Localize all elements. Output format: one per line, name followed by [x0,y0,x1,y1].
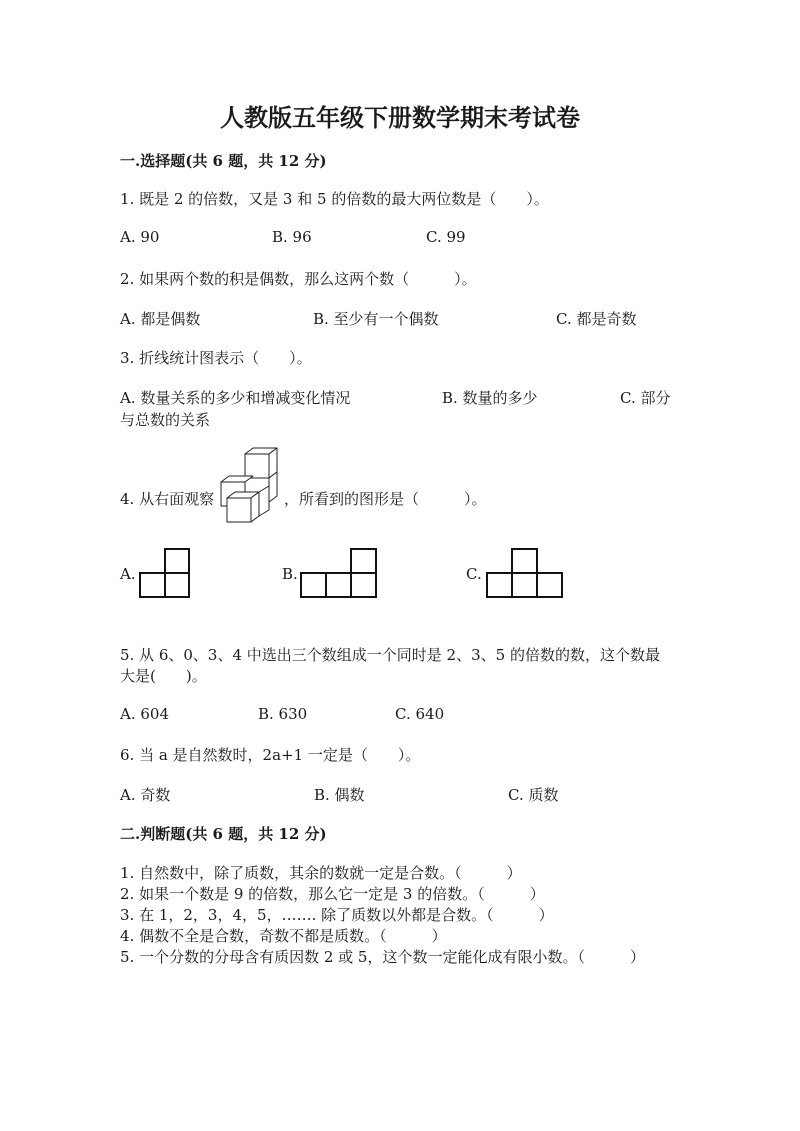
q6-option-b: B. 偶数 [314,786,365,804]
judgement-item-2: 2. 如果一个数是 9 的倍数，那么它一定是 3 的倍数。（ ） [120,885,545,903]
question-2-stem: 2. 如果两个数的积是偶数，那么这两个数（ ）。 [120,270,477,288]
question-3-stem: 3. 折线统计图表示（ ）。 [120,349,312,367]
q2-option-b: B. 至少有一个偶数 [313,310,439,328]
q3-option-a: A. 数量关系的多少和增减变化情况 [120,389,351,407]
q2-option-a: A. 都是偶数 [120,310,201,328]
question-4-stem-start: 4. 从右面观察 [120,490,215,508]
cube-stack-figure [218,446,280,528]
q5-option-b: B. 630 [258,705,308,723]
q4-option-a-shape [139,548,191,600]
question-6-stem: 6. 当 a 是自然数时，2a+1 一定是（ ）。 [120,746,421,764]
section-heading-judgement: 二.判断题(共 6 题，共 12 分) [120,825,327,843]
q1-option-b: B. 96 [272,228,312,246]
judgement-item-5: 5. 一个分数的分母含有质因数 2 或 5，这个数一定能化成有限小数。（ ） [120,948,645,966]
section-heading-choice: 一.选择题(共 6 题，共 12 分) [120,152,327,170]
judgement-item-3: 3. 在 1，2，3，4，5，……. 除了质数以外都是合数。（ ） [120,906,554,924]
page-title: 人教版五年级下册数学期末考试卷 [220,103,580,132]
q5-option-a: A. 604 [120,705,169,723]
q2-option-c: C. 都是奇数 [556,310,637,328]
question-1-stem: 1. 既是 2 的倍数，又是 3 和 5 的倍数的最大两位数是（ ）。 [120,190,549,208]
q4-option-b-label: B. [282,565,298,583]
question-5-stem-line1: 5. 从 6、0、3、4 中选出三个数组成一个同时是 2、3、5 的倍数的数，这个数最 [120,646,660,664]
q4-option-a-label: A. [120,565,136,583]
q1-option-a: A. 90 [120,228,160,246]
q3-option-c: C. 部分 [620,389,671,407]
question-5-stem-line2: 大是( )。 [120,667,207,685]
judgement-item-1: 1. 自然数中，除了质数，其余的数就一定是合数。（ ） [120,864,522,882]
q4-option-c-shape [486,548,564,600]
q4-option-b-shape [300,548,378,600]
q6-option-c: C. 质数 [508,786,559,804]
question-4-stem-end: ，所看到的图形是（ ）。 [284,490,487,508]
q1-option-c: C. 99 [426,228,466,246]
judgement-item-4: 4. 偶数不全是合数，奇数不都是质数。（ ） [120,927,447,945]
q6-option-a: A. 奇数 [120,786,171,804]
q4-option-c-label: C. [466,565,482,583]
q3-option-c-continuation: 与总数的关系 [120,411,211,429]
q3-option-b: B. 数量的多少 [442,389,538,407]
q5-option-c: C. 640 [395,705,445,723]
